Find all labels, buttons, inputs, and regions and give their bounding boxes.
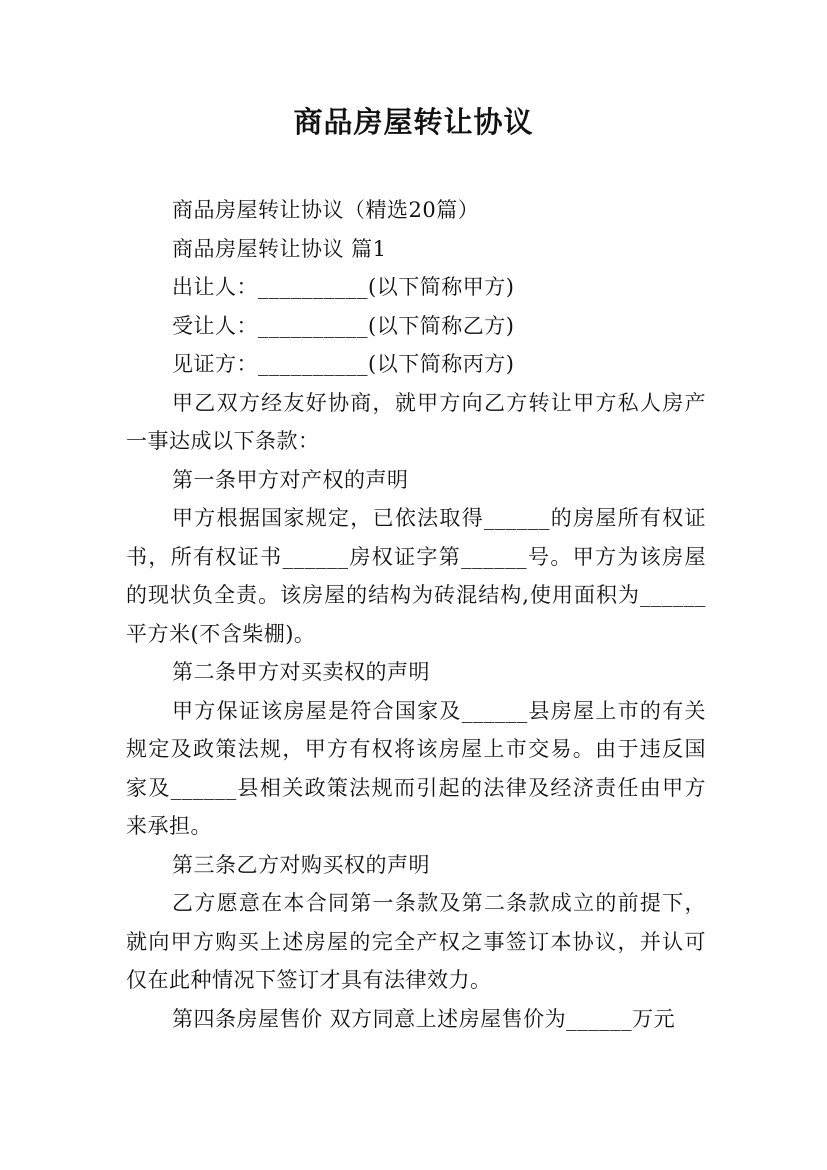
article-3-paragraph: 乙方愿意在本合同第一条款及第二条款成立的前提下，就向甲方购买上述房屋的完全产权之事签订本协议，并认可仅在此种情况下签订才具有法律效力。 xyxy=(126,891,706,992)
section-heading: 商品房屋转让协议 篇1 xyxy=(172,236,387,261)
article-3-heading: 第三条乙方对购买权的声明 xyxy=(172,852,430,877)
document-body xyxy=(126,191,706,1038)
party-transferee-line: 受让人：__________(以下简称乙方) xyxy=(172,313,515,338)
party-witness-line: 见证方：__________(以下简称丙方) xyxy=(172,352,515,376)
subtitle-line: 商品房屋转让协议（精选20篇） xyxy=(172,198,480,222)
article-1-heading: 第一条甲方对产权的声明 xyxy=(172,467,409,492)
article-2-paragraph: 甲方保证该房屋是符合国家及______县房屋上市的有关规定及政策法规，甲方有权将该房屋上市交易。由于违反国家及______县相关政策法规而引起的法律及经济责任由甲方来承担。 xyxy=(126,698,706,838)
intro-paragraph: 甲乙双方经友好协商，就甲方向乙方转让甲方私人房产一事达成以下条款： xyxy=(126,390,706,453)
article-4-paragraph: 第四条房屋售价 双方同意上述房屋售价为______万元 xyxy=(172,1006,676,1031)
article-1-paragraph: 甲方根据国家规定，已依法取得______的房屋所有权证书，所有权证书______房权证字第______号。甲方为该房屋的现状负全责。该房屋的结构为砖混结构,使用面积为______平方米(不含柴棚)。 xyxy=(126,506,706,646)
article-2-heading: 第二条甲方对买卖权的声明 xyxy=(172,660,430,684)
document-title: 商品房屋转让协议 xyxy=(293,105,534,139)
party-transferor-line: 出让人：__________(以下简称甲方) xyxy=(172,275,515,299)
